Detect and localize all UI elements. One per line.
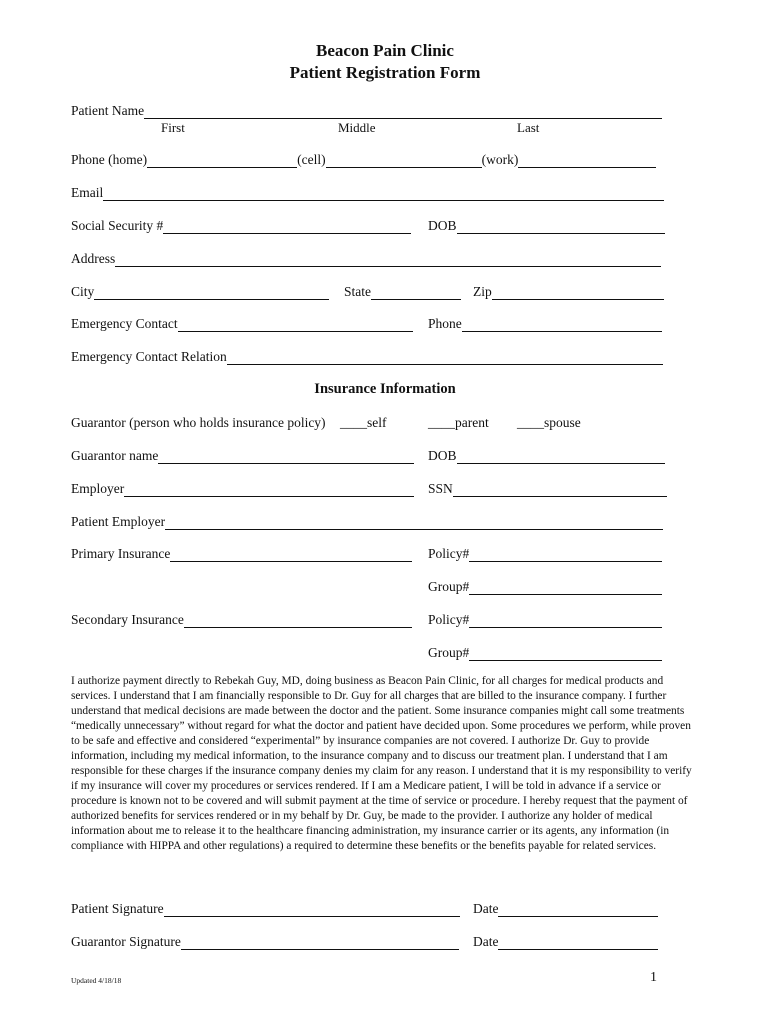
primary-group-field[interactable] — [469, 580, 662, 595]
patient-date-field[interactable] — [498, 902, 658, 917]
state-field[interactable] — [371, 285, 461, 300]
email-label: Email — [71, 185, 104, 200]
clinic-name: Beacon Pain Clinic — [316, 41, 454, 60]
guarantor-date-label: Date — [473, 934, 499, 949]
zip-field[interactable] — [492, 285, 664, 300]
emergency-contact-field[interactable] — [178, 317, 413, 332]
phone-cell-label: (cell) — [297, 152, 326, 167]
guarantor-dob-row — [428, 448, 665, 464]
guarantor-question-row — [71, 415, 326, 433]
first-name-caption: First — [161, 120, 185, 135]
patient-employer-label: Patient Employer — [71, 514, 166, 529]
dob-row — [428, 218, 665, 234]
phone-row — [71, 152, 656, 170]
guarantor-name-field[interactable] — [158, 449, 414, 464]
ssn-field[interactable] — [163, 219, 411, 234]
primary-group-label: Group# — [428, 579, 470, 594]
guarantor-question-label: Guarantor (person who holds insurance policy) — [71, 415, 326, 430]
secondary-policy-field[interactable] — [469, 613, 662, 628]
address-label: Address — [71, 251, 116, 266]
dob-label: DOB — [428, 218, 457, 233]
secondary-insurance-field[interactable] — [184, 613, 412, 628]
guarantor-ssn-field[interactable] — [453, 482, 667, 497]
patient-name-row — [71, 103, 662, 121]
form-title: Patient Registration Form — [289, 63, 481, 82]
phone-cell-field[interactable] — [326, 153, 482, 168]
primary-insurance-field[interactable] — [170, 547, 412, 562]
secondary-insurance-row — [71, 612, 412, 630]
option-parent[interactable]: ____parent — [428, 415, 489, 430]
authorization-paragraph: I authorize payment directly to Rebekah Guy, MD, doing business as Beacon Pain Clinic, for all charges for medical products and services. I understand that I am financially responsible to Dr. Guy for all charges that are billed to the insurance company. I further understand that medical decisions are made between the doctor and the patient. Some insurance companies might call some treatments “medically unnecessary” without regard for what the doctor and patient have decided upon. Some procedures we perform, while proven to be safe and effective and considered “experimental” by insurance companies are not covered. I authorize Dr. Guy to provide information, including my medical information, to the insurance company and to discuss our treatment plan. I understand that I am responsible for these charges if the insurance company denies my claim for any reason. I understand that it is my responsibility to verify if my insurance will cover my procedures or services rendered. If I am a Medicare patient, I will be told in advance if a service or procedure is known not to be covered and will submit payment at the time of service or procedure. I hereby request that the payment of authorized benefits for services rendered or in my behalf by Dr. Guy, be made to the provider. I authorize any holder of medical information about me to release it to the healthcare financing administration, my insurance carrier or its agents, any information (in compliance with HIPPA and other regulations) a required to determine these benefits or the benefits payable for related services. — [71, 675, 692, 852]
phone-work-field[interactable] — [518, 153, 656, 168]
page-number: 1 — [650, 970, 657, 985]
guarantor-signature-label: Guarantor Signature — [71, 934, 181, 949]
primary-insurance-row — [71, 546, 412, 564]
zip-row — [473, 284, 664, 300]
updated-date: Updated 4/18/18 — [71, 976, 122, 985]
patient-date-label: Date — [473, 901, 499, 916]
phone-home-field[interactable] — [147, 153, 297, 168]
patient-employer-row — [71, 514, 663, 532]
patient-signature-row — [71, 901, 460, 919]
state-label: State — [344, 284, 371, 299]
secondary-group-row — [428, 645, 662, 661]
address-row — [71, 251, 661, 269]
guarantor-dob-label: DOB — [428, 448, 457, 463]
patient-signature-field[interactable] — [164, 902, 460, 917]
zip-label: Zip — [473, 284, 492, 299]
guarantor-date-row — [473, 934, 658, 950]
emergency-contact-row — [71, 316, 413, 334]
primary-insurance-label: Primary Insurance — [71, 546, 171, 561]
emergency-phone-label: Phone — [428, 316, 462, 331]
emergency-relation-row — [71, 349, 663, 367]
patient-signature-label: Patient Signature — [71, 901, 164, 916]
phone-work-label: (work) — [481, 152, 519, 167]
option-spouse[interactable]: ____spouse — [517, 415, 581, 430]
last-name-caption: Last — [517, 120, 540, 135]
state-row — [344, 284, 461, 300]
patient-name-label: Patient Name — [71, 103, 145, 118]
emergency-phone-field[interactable] — [462, 317, 662, 332]
secondary-group-field[interactable] — [469, 646, 662, 661]
emergency-phone-row — [428, 316, 662, 332]
guarantor-name-row — [71, 448, 414, 466]
primary-policy-field[interactable] — [469, 547, 662, 562]
employer-field[interactable] — [124, 482, 414, 497]
secondary-group-label: Group# — [428, 645, 470, 660]
email-field[interactable] — [103, 186, 664, 201]
insurance-section-title: Insurance Information — [314, 381, 456, 397]
primary-group-row — [428, 579, 662, 595]
patient-date-row — [473, 901, 658, 917]
guarantor-ssn-label: SSN — [428, 481, 453, 496]
guarantor-name-label: Guarantor name — [71, 448, 159, 463]
guarantor-signature-field[interactable] — [181, 935, 459, 950]
primary-policy-label: Policy# — [428, 546, 470, 561]
patient-employer-field[interactable] — [165, 515, 663, 530]
patient-name-field[interactable] — [144, 104, 662, 119]
address-field[interactable] — [115, 252, 661, 267]
guarantor-signature-row — [71, 934, 459, 952]
middle-name-caption: Middle — [338, 120, 376, 135]
secondary-policy-label: Policy# — [428, 612, 470, 627]
employer-row — [71, 481, 414, 499]
employer-label: Employer — [71, 481, 125, 496]
emergency-relation-field[interactable] — [227, 350, 663, 365]
phone-home-label: Phone (home) — [71, 152, 148, 167]
city-row — [71, 284, 329, 302]
ssn-label: Social Security # — [71, 218, 164, 233]
email-row — [71, 185, 664, 203]
emergency-relation-label: Emergency Contact Relation — [71, 349, 227, 364]
city-label: City — [71, 284, 95, 299]
option-self[interactable]: ____self — [340, 415, 387, 430]
guarantor-dob-field[interactable] — [457, 449, 665, 464]
guarantor-ssn-row — [428, 481, 667, 497]
city-field[interactable] — [94, 285, 329, 300]
secondary-insurance-label: Secondary Insurance — [71, 612, 184, 627]
primary-policy-row — [428, 546, 662, 562]
guarantor-date-field[interactable] — [498, 935, 658, 950]
ssn-row — [71, 218, 411, 236]
dob-field[interactable] — [457, 219, 665, 234]
secondary-policy-row — [428, 612, 662, 628]
emergency-contact-label: Emergency Contact — [71, 316, 178, 331]
